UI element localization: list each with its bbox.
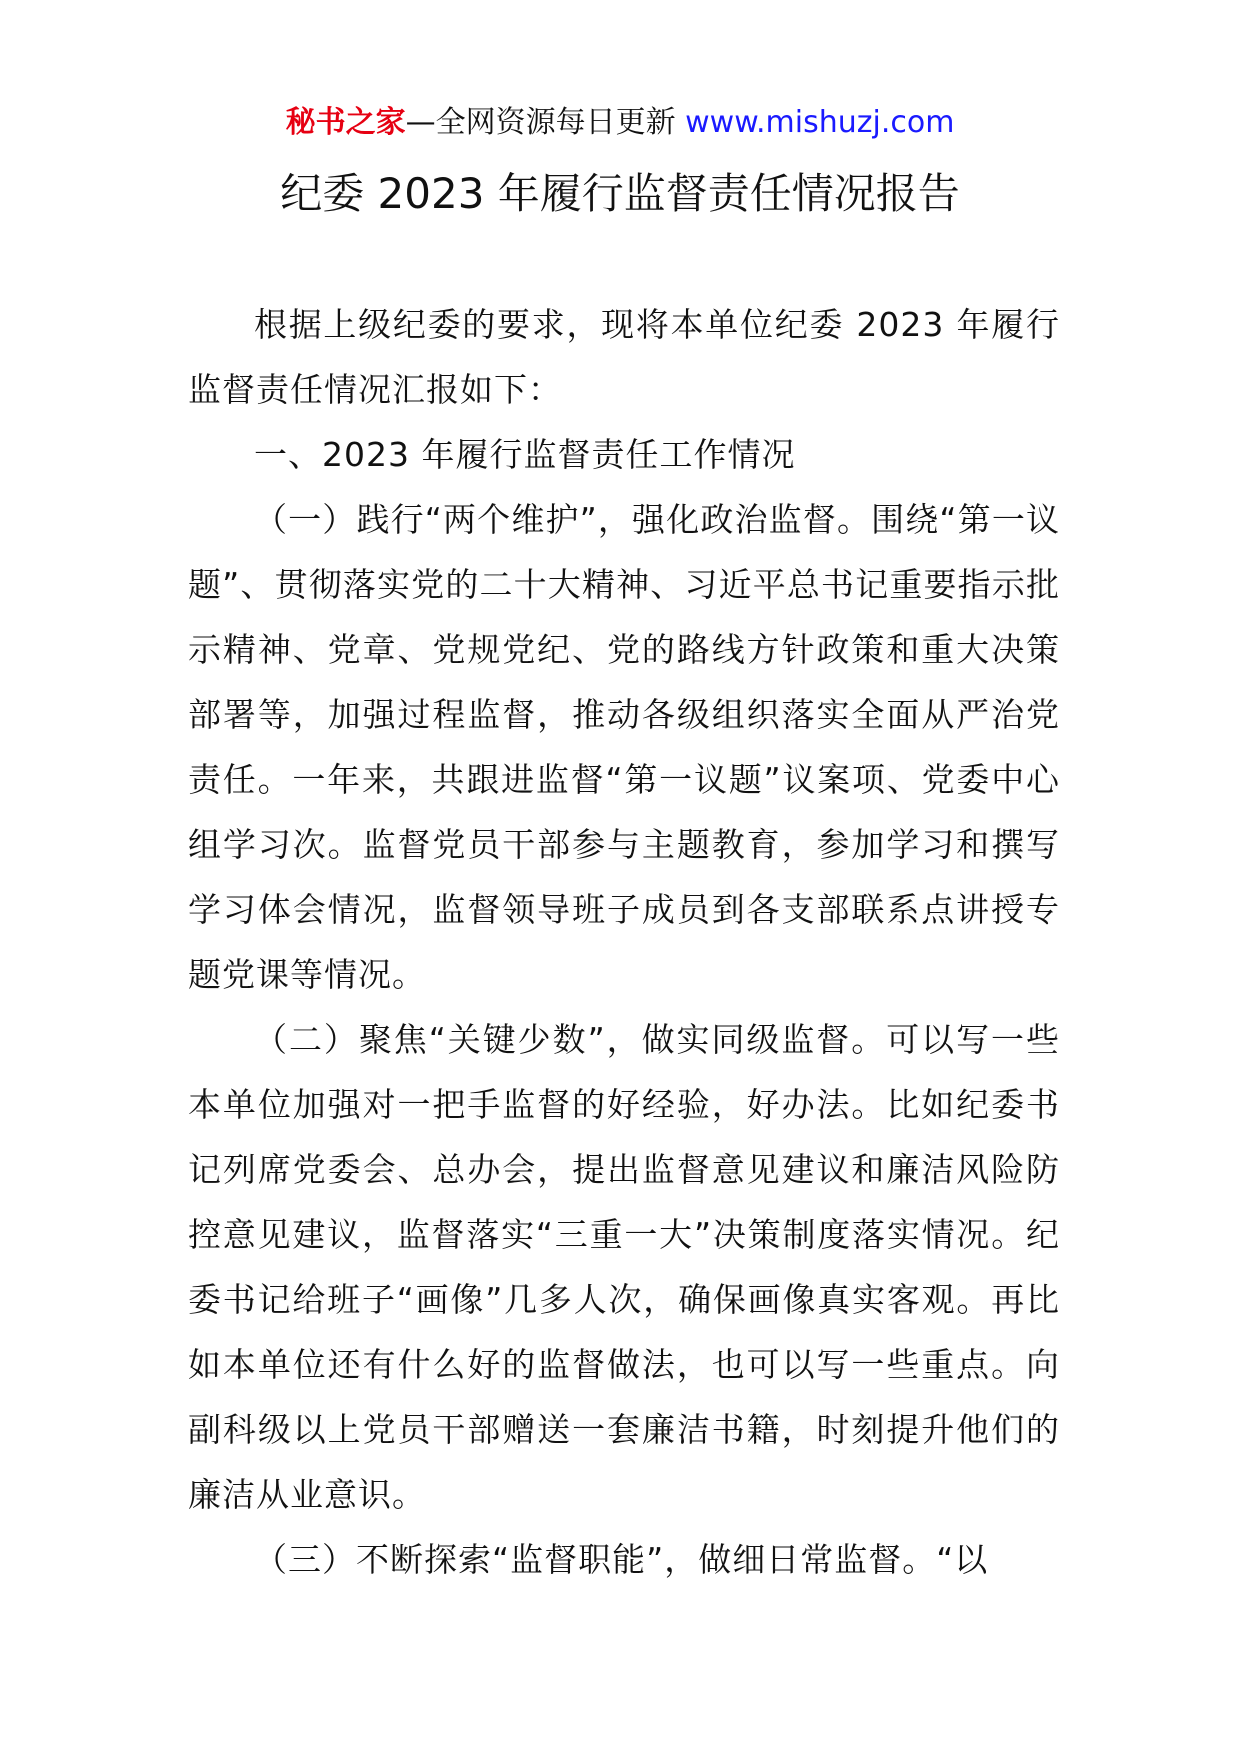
body-paragraph: （三）不断探索“监督职能”，做细日常监督。“以 xyxy=(254,1540,989,1579)
body-paragraph: （一）践行“两个维护”，强化政治监督。围绕“第一议题”、贯彻落实党的二十大精神、习近平总书记重要指示批示精神、党章、党规党纪、党的路线方针政策和重大决策部署等，加强过程监督，推动各级组织落实全面从严治党责任。一年来，共跟进监督“第一议题”议案项、党委中心组学习次。监督党员干部参与主题教育，参加学习和撰写学习体会情况，监督领导班子成员到各支部联系点讲授专题党课等情况。 xyxy=(188,500,1060,994)
site-banner xyxy=(0,100,1240,146)
section-heading: 一、2023 年履行监督责任工作情况 xyxy=(254,435,796,474)
site-url-link[interactable]: www.mishuzj.com xyxy=(685,105,955,140)
document-body xyxy=(188,292,1060,1592)
intro-paragraph: 根据上级纪委的要求，现将本单位纪委 2023 年履行监督责任情况汇报如下： xyxy=(188,305,1060,409)
banner-tagline: —全网资源每日更新 xyxy=(405,105,686,140)
body-paragraph: （二）聚焦“关键少数”，做实同级监督。可以写一些本单位加强对一把手监督的好经验，好办法。比如纪委书记列席党委会、总办会，提出监督意见建议和廉洁风险防控意见建议，监督落实“三重一大”决策制度落实情况。纪委书记给班子“画像”几多人次，确保画像真实客观。再比如本单位还有什么好的监督做法，也可以写一些重点。向副科级以上党员干部赠送一套廉洁书籍，时刻提升他们的廉洁从业意识。 xyxy=(188,1020,1060,1514)
document-title: 纪委 2023 年履行监督责任情况报告 xyxy=(280,169,960,218)
brand-name: 秘书之家 xyxy=(285,105,406,140)
